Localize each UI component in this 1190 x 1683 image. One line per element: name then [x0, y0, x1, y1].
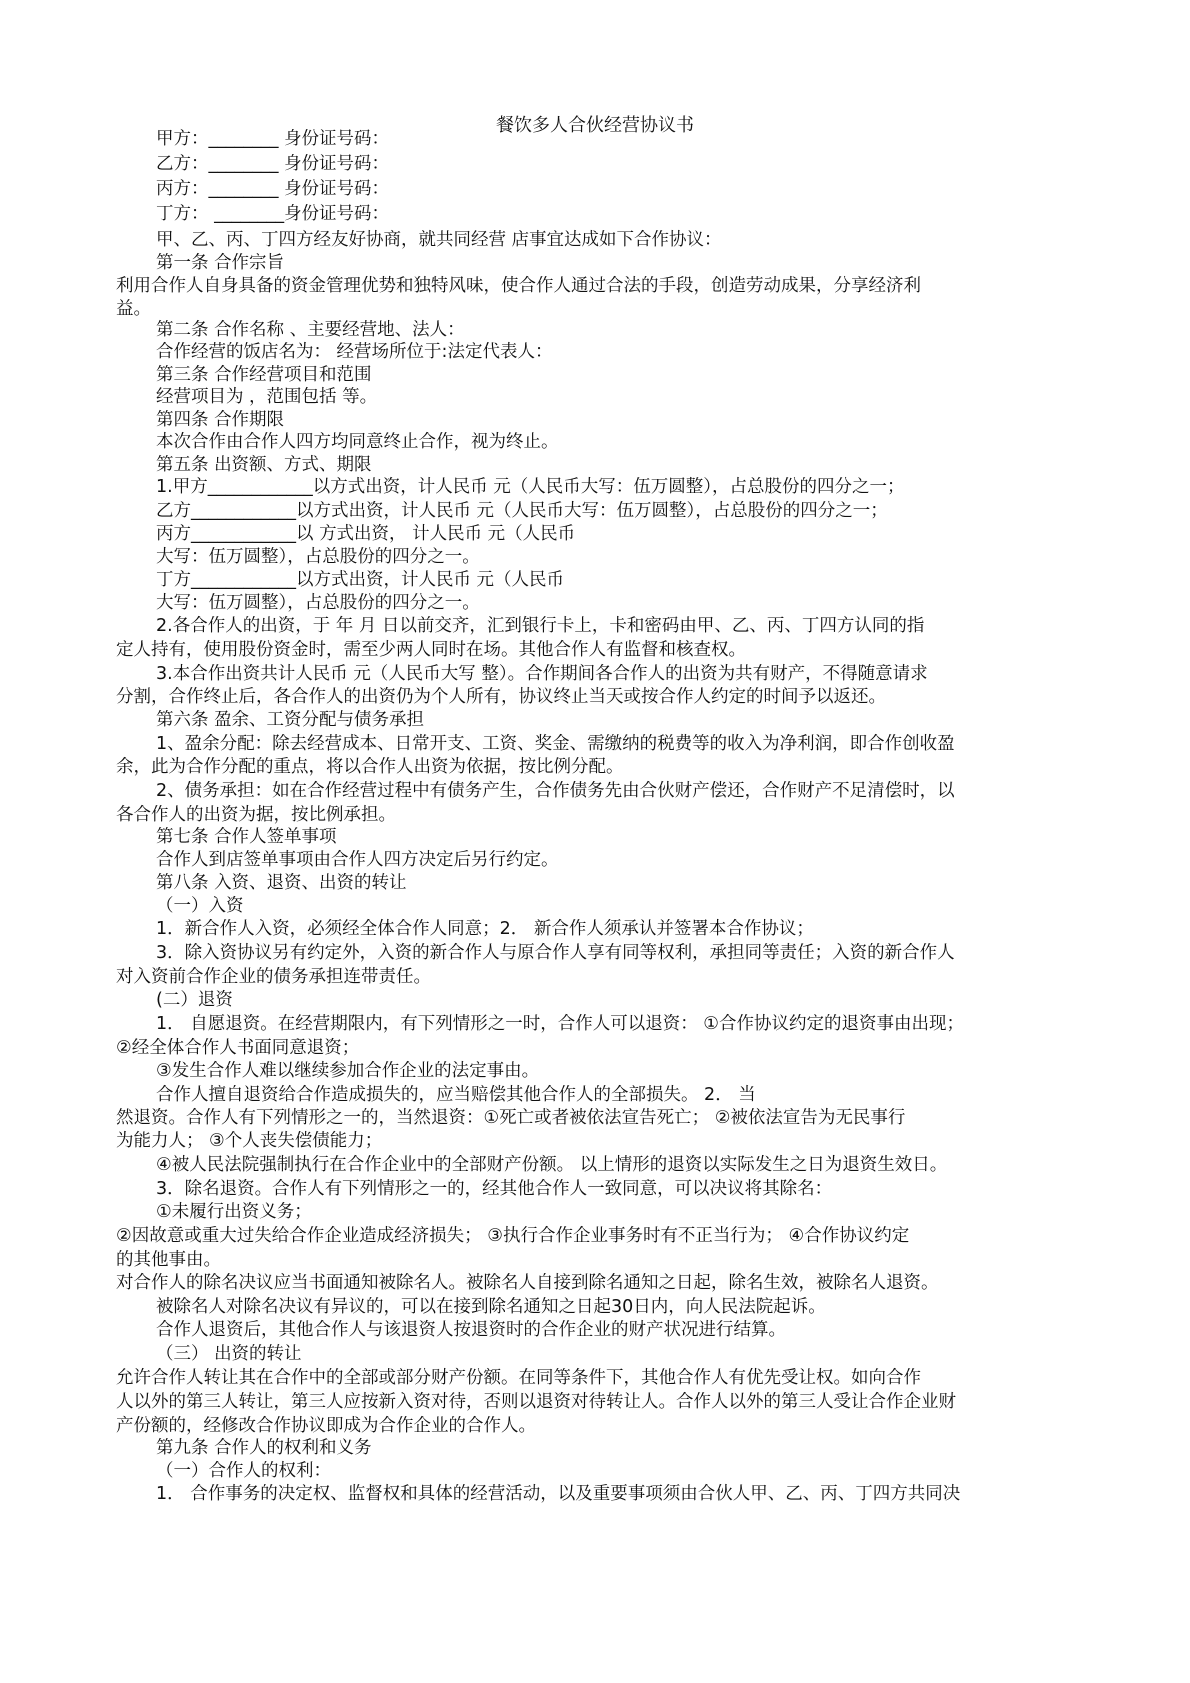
text-line: 第二条 合作名称 、主要经营地、法人：: [156, 320, 465, 340]
text-line: 允许合作人转让其在合作中的全部或部分财产份额。在同等条件下，其他合作人有优先受让权。如向合作: [116, 1368, 921, 1388]
text-line: 为能力人； ③个人丧失偿债能力；: [116, 1131, 383, 1151]
text-line: 丙方：________ 身份证号码：: [156, 179, 390, 199]
text-line: 大写：伍万圆整），占总股份的四分之一。: [156, 547, 480, 567]
text-line: 甲、乙、丙、丁四方经友好协商，就共同经营 店事宜达成如下合作协议：: [156, 230, 722, 250]
text-line: 利用合作人自身具备的资金管理优势和独特风味，使合作人通过合法的手段，创造劳动成果，分享经济利: [116, 276, 921, 296]
text-line: 乙方：________ 身份证号码：: [156, 154, 390, 174]
text-line: 第三条 合作经营项目和范围: [156, 365, 372, 385]
text-line: 合作经营的饭店名为： 经营场所位于:法定代表人：: [156, 342, 553, 362]
text-line: 第六条 盈余、工资分配与债务承担: [156, 710, 425, 730]
text-line: 被除名人对除名决议有异议的，可以在接到除名通知之日起30日内，向人民法院起诉。: [156, 1297, 826, 1317]
text-line: 3.本合作出资共计人民币 元（人民币大写 整）。合作期间各合作人的出资为共有财产，不得随意请求: [156, 664, 928, 684]
text-line: 1． 自愿退资。在经营期限内，有下列情形之一时，合作人可以退资： ①合作协议约定的退资事由出现；: [156, 1014, 964, 1034]
text-line: ①未履行出资义务；: [156, 1202, 312, 1222]
text-line: 3．除入资协议另有约定外，入资的新合作人与原合作人享有同等权利，承担同等责任；入资的新合作人: [156, 943, 955, 963]
text-line: 本次合作由合作人四方均同意终止合作，视为终止。: [156, 432, 559, 452]
text-line: 大写：伍万圆整），占总股份的四分之一。: [156, 593, 480, 613]
text-line: (二）退资: [156, 990, 233, 1010]
text-line: 甲方：________ 身份证号码：: [156, 129, 390, 149]
text-line: 人以外的第三人转让，第三人应按新入资对待，否则以退资对待转让人。合作人以外的第三人受让合作企业财: [116, 1392, 956, 1412]
text-line: （一）入资: [156, 896, 244, 916]
text-line: 第七条 合作人签单事项: [156, 827, 337, 847]
text-line: 分割，合作终止后，各合作人的出资仍为个人所有，协议终止当天或按合作人约定的时间予以返还。: [116, 687, 886, 707]
text-line: 合作人退资后，其他合作人与该退资人按退资时的合作企业的财产状况进行结算。: [156, 1320, 786, 1340]
text-line: ④被人民法院强制执行在合作企业中的全部财产份额。 以上情形的退资以实际发生之日为退资生效日。: [156, 1155, 948, 1175]
text-line: 第四条 合作期限: [156, 410, 285, 430]
text-line: 第一条 合作宗旨: [156, 253, 285, 273]
document-title: 餐饮多人合伙经营协议书: [496, 115, 694, 136]
text-line: （一）合作人的权利：: [156, 1461, 331, 1481]
text-line: 然退资。合作人有下列情形之一的，当然退资：①死亡或者被依法宣告死亡； ②被依法宣告为无民事行: [116, 1108, 906, 1128]
text-line: 1.甲方____________以方式出资，计人民币 元（人民币大写：伍万圆整），占总股份的四分之一；: [156, 477, 905, 497]
text-line: 第五条 出资额、方式、期限: [156, 455, 372, 475]
text-line: ②经全体合作人书面同意退资；: [116, 1038, 360, 1058]
text-line: 2.各合作人的出资，于 年 月 日以前交齐，汇到银行卡上，卡和密码由甲、乙、丙、丁四方认同的指: [156, 616, 925, 636]
text-line: （三） 出资的转让: [156, 1344, 302, 1364]
text-line: 2、债务承担：如在合作经营过程中有债务产生，合作债务先由合伙财产偿还，合作财产不足清偿时，以: [156, 781, 955, 801]
text-line: 各合作人的出资为据，按比例承担。: [116, 805, 396, 825]
text-line: 对入资前合作企业的债务承担连带责任。: [116, 967, 431, 987]
text-line: ②因故意或重大过失给合作企业造成经济损失； ③执行合作企业事务时有不正当行为； ④合作协议约定: [116, 1226, 910, 1246]
text-line: 的其他事由。: [116, 1250, 221, 1270]
text-line: 对合作人的除名决议应当书面通知被除名人。被除名人自接到除名通知之日起，除名生效，被除名人退资。: [116, 1273, 939, 1293]
text-line: 3．除名退资。合作人有下列情形之一的，经其他合作人一致同意，可以决议将其除名：: [156, 1179, 833, 1199]
text-line: 1． 合作事务的决定权、监督权和具体的经营活动，以及重要事项须由合伙人甲、乙、丙、丁四方共同决: [156, 1484, 961, 1504]
text-line: 第九条 合作人的权利和义务: [156, 1438, 372, 1458]
text-line: 1、盈余分配：除去经营成本、日常开支、工资、奖金、需缴纳的税费等的收入为净利润，即合作创收盈: [156, 734, 955, 754]
text-line: 益。: [116, 299, 151, 319]
text-line: 乙方____________以方式出资，计人民币 元（人民币大写：伍万圆整），占总股份的四分之一；: [156, 501, 888, 521]
text-line: 余，此为合作分配的重点，将以合作人出资为依据，按比例分配。: [116, 757, 624, 777]
text-line: 合作人到店签单事项由合作人四方决定后另行约定。: [156, 850, 559, 870]
text-line: 第八条 入资、退资、出资的转让: [156, 873, 407, 893]
text-line: 丙方____________以 方式出资， 计人民币 元（人民币: [156, 524, 576, 544]
text-line: 丁方： ________身份证号码：: [156, 204, 390, 224]
text-line: 定人持有，使用股份资金时，需至少两人同时在场。其他合作人有监督和核查权。: [116, 640, 746, 660]
text-line: ③发生合作人难以继续参加合作企业的法定事由。: [156, 1061, 540, 1081]
text-line: 产份额的，经修改合作协议即成为合作企业的合作人。: [116, 1416, 536, 1436]
text-line: 1．新合作人入资，必须经全体合作人同意；2． 新合作人须承认并签署本合作协议；: [156, 919, 814, 939]
text-line: 合作人擅自退资给合作造成损失的，应当赔偿其他合作人的全部损失。 2． 当: [156, 1085, 756, 1105]
text-line: 丁方____________以方式出资，计人民币 元（人民币: [156, 570, 565, 590]
text-line: 经营项目为 ，范围包括 等。: [156, 387, 378, 407]
